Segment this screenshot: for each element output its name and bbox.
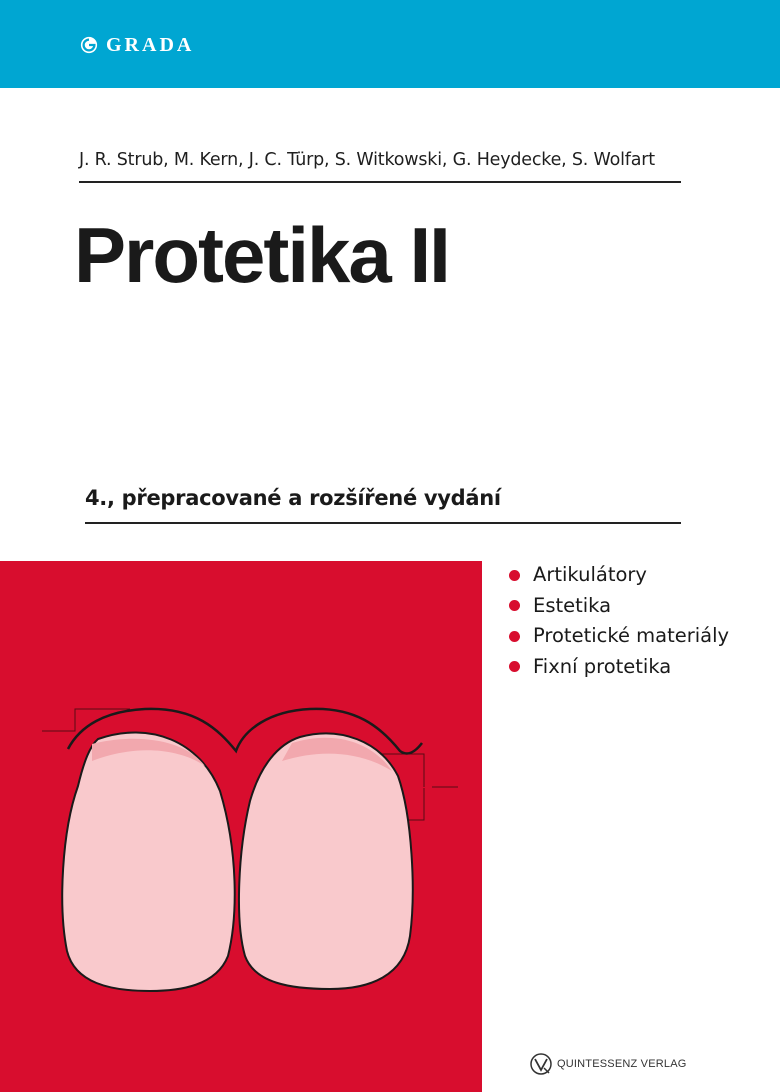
topic-label: Protetické materiály	[533, 624, 730, 648]
bullet-icon	[509, 661, 520, 672]
list-item	[509, 560, 729, 591]
quintessenz-logo-icon	[529, 1052, 553, 1076]
grada-logo-icon	[80, 36, 98, 54]
edition-divider	[85, 522, 681, 524]
authors-line: J. R. Strub, M. Kern, J. C. Türp, S. Witkowski, G. Heydecke, S. Wolfart	[79, 150, 655, 170]
top-bar	[0, 0, 780, 88]
bullet-icon	[509, 570, 520, 581]
list-item	[509, 652, 729, 683]
cover-illustration-panel	[0, 561, 482, 1092]
topic-label: Fixní protetika	[533, 654, 672, 678]
list-item	[509, 591, 729, 622]
edition-line: 4., přepracované a rozšířené vydání	[85, 486, 501, 510]
topics-list	[509, 560, 729, 682]
imprint-logo	[529, 1052, 687, 1076]
book-title: Protetika II	[74, 211, 449, 299]
topic-label: Artikulátory	[533, 563, 647, 587]
list-item	[509, 621, 729, 652]
bullet-icon	[509, 631, 520, 642]
authors-divider	[79, 181, 681, 183]
incisor-teeth-illustration	[0, 561, 482, 1092]
topic-label: Estetika	[533, 593, 612, 617]
bullet-icon	[509, 600, 520, 611]
publisher-logo	[80, 30, 194, 60]
imprint-name: QUINTESSENZ VERLAG	[557, 1058, 687, 1070]
publisher-name: GRADA	[106, 33, 195, 56]
